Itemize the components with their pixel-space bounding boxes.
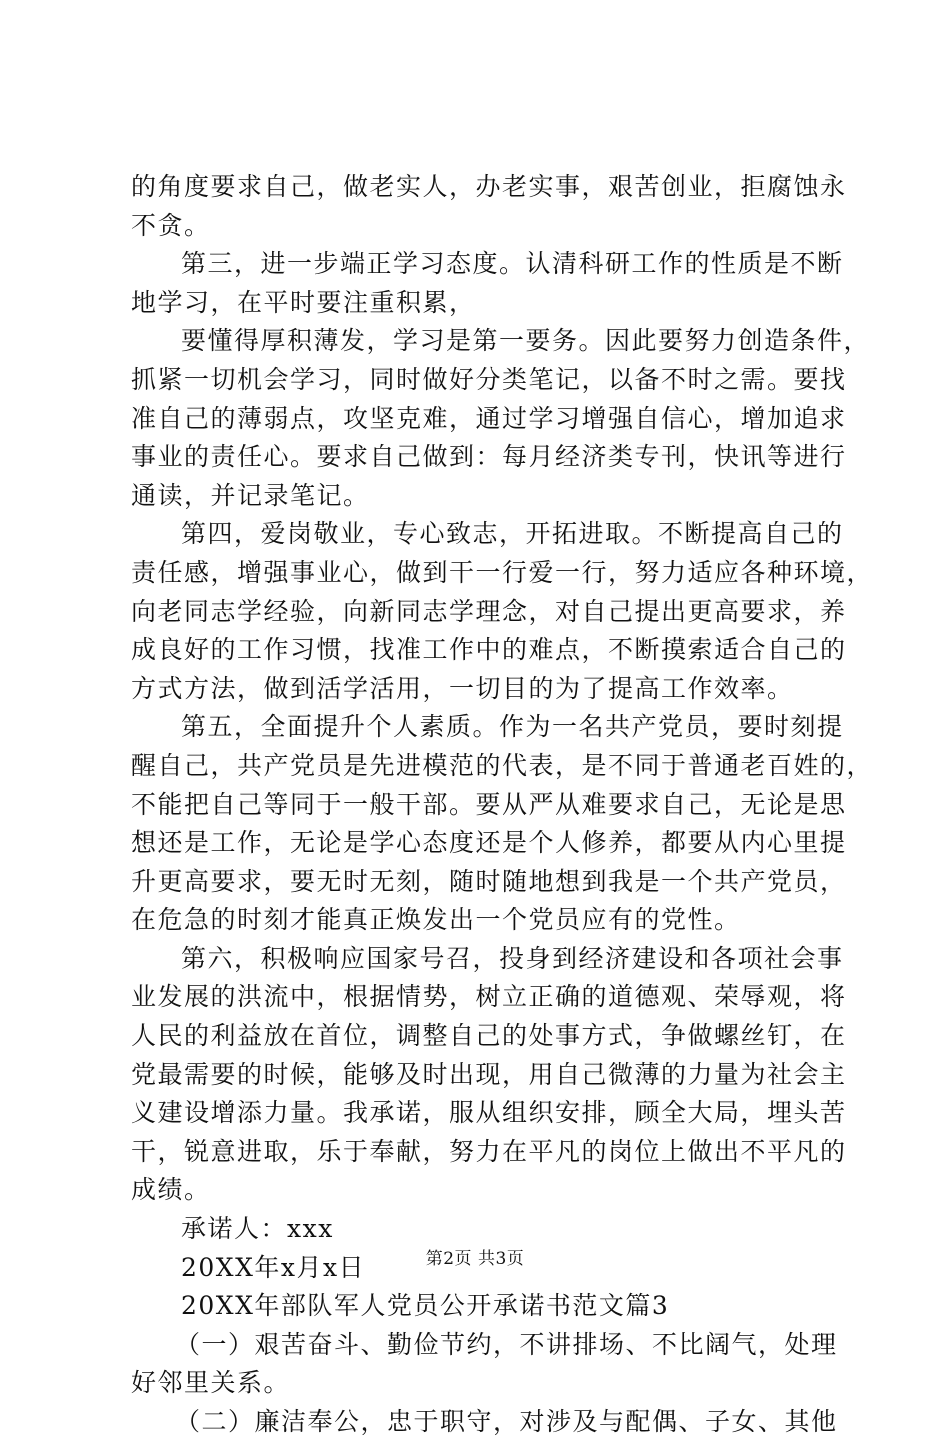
signatory-line: 承诺人：xxx xyxy=(181,1214,334,1244)
text-line: 好邻里关系。 xyxy=(131,1368,291,1398)
text-line: 通读，并记录笔记。 xyxy=(131,480,370,510)
text-line: 向老同志学经验，向新同志学理念，对自己提出更高要求，养 xyxy=(131,596,847,626)
text-line: 义建设增添力量。我承诺，服从组织安排，顾全大局，埋头苦 xyxy=(131,1098,847,1128)
text-line: 责任感，增强事业心，做到干一行爱一行，努力适应各种环境， xyxy=(131,557,874,587)
text-line: 不能把自己等同于一般干部。要从严从难要求自己，无论是思 xyxy=(131,789,847,819)
text-line: 准自己的薄弱点，攻坚克难，通过学习增强自信心，增加追求 xyxy=(131,403,847,433)
text-line: （二）廉洁奉公，忠于职守，对涉及与配偶、子女、其他 xyxy=(175,1407,838,1436)
text-line: 升更高要求，要无时无刻，随时随地想到我是一个共产党员， xyxy=(131,866,847,896)
text-line: 第五，全面提升个人素质。作为一名共产党员，要时刻提 xyxy=(181,712,844,742)
text-line: 抓紧一切机会学习，同时做好分类笔记，以备不时之需。要找 xyxy=(131,364,847,394)
date-line: 20XX年x月x日 xyxy=(181,1252,366,1282)
text-line: 事业的责任心。要求自己做到：每月经济类专刊，快讯等进行 xyxy=(131,442,847,472)
text-line: 在危急的时刻才能真正焕发出一个党员应有的党性。 xyxy=(131,905,741,935)
text-line: 地学习，在平时要注重积累， xyxy=(131,287,476,317)
text-line: 要懂得厚积薄发，学习是第一要务。因此要努力创造条件， xyxy=(181,326,871,356)
text-line: 成绩。 xyxy=(131,1175,211,1205)
text-line: 不贪。 xyxy=(131,210,211,240)
section-title: 20XX年部队军人党员公开承诺书范文篇3 xyxy=(181,1291,670,1321)
text-line: 业发展的洪流中，根据情势，树立正确的道德观、荣辱观，将 xyxy=(131,982,847,1012)
text-line: 干，锐意进取，乐于奉献，努力在平凡的岗位上做出不平凡的 xyxy=(131,1136,847,1166)
text-line: 方式方法，做到活学活用，一切目的为了提高工作效率。 xyxy=(131,673,794,703)
text-line: 想还是工作，无论是学心态度还是个人修养，都要从内心里提 xyxy=(131,828,847,858)
text-line: （一）艰苦奋斗、勤俭节约，不讲排场、不比阔气，处理 xyxy=(175,1329,838,1359)
text-line: 人民的利益放在首位，调整自己的处事方式，争做螺丝钉，在 xyxy=(131,1021,847,1051)
text-line: 第六，积极响应国家号召，投身到经济建设和各项社会事 xyxy=(181,943,844,973)
text-line: 党最需要的时候，能够及时出现，用自己微薄的力量为社会主 xyxy=(131,1059,847,1089)
text-line: 成良好的工作习惯，找准工作中的难点，不断摸索适合自己的 xyxy=(131,635,847,665)
text-line: 醒自己，共产党员是先进模范的代表，是不同于普通老百姓的， xyxy=(131,750,874,780)
page-number-footer: 第2页 共3页 xyxy=(425,1249,525,1269)
text-line: 的角度要求自己，做老实人，办老实事，艰苦创业，拒腐蚀永 xyxy=(131,172,847,201)
text-line: 第三，进一步端正学习态度。认清科研工作的性质是不断 xyxy=(181,249,844,279)
text-line: 第四，爱岗敬业，专心致志，开拓进取。不断提高自己的 xyxy=(181,519,844,549)
